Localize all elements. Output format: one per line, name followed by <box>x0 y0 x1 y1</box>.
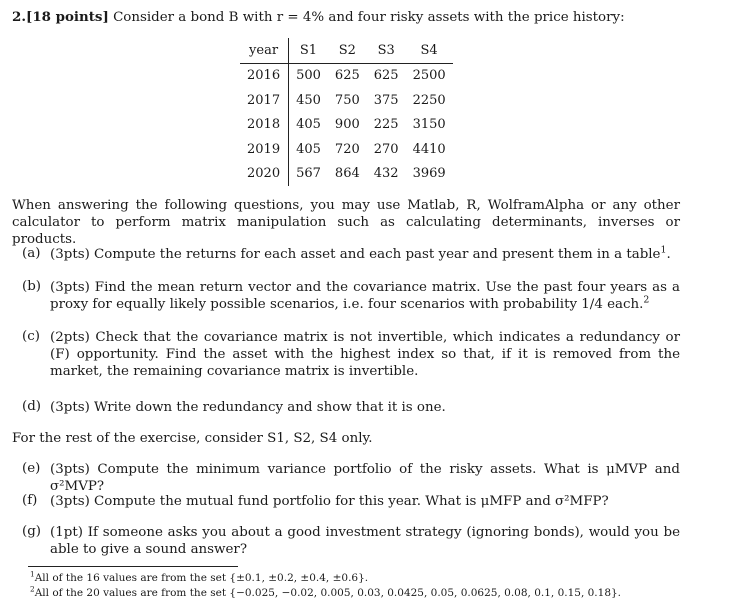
table-row <box>240 63 453 88</box>
table-cell: 567 <box>296 166 321 182</box>
table-header-cell: S1 <box>289 38 328 63</box>
table-cell: 450 <box>296 92 321 108</box>
part-text <box>50 279 680 313</box>
table-cell: 625 <box>373 68 399 84</box>
table-cell: 2019 <box>240 137 289 162</box>
part-text: (3pts) Compute the mutual fund portfolio for this year. What is μMFP and σ²MFP? <box>50 494 609 509</box>
table-cell: 2020 <box>240 162 289 187</box>
table-header-row <box>240 38 453 63</box>
footnote-ref: 1 <box>660 244 667 256</box>
table-cell: 2018 <box>240 113 289 138</box>
instructions-paragraph: When answering the following questions, you may use Matlab, R, WolframAlpha or any other calculator to perform matrix manipulation such as calculating determinants, inverses or products. <box>12 198 680 247</box>
footnote-mark: 2 <box>30 584 35 594</box>
part-b-text: (3pts) Find the mean return vector and the covariance matrix. Use the past four years as a proxy for equally likely possible scenarios, i.e. four scenarios with probability 1/4 each. <box>50 280 680 312</box>
part-label: (b) <box>22 279 42 294</box>
table-cell: 405 <box>296 141 321 157</box>
footnote-divider <box>28 566 238 567</box>
table-header-cell: S2 <box>328 38 367 63</box>
table-row <box>240 137 453 162</box>
table-header-cell: S3 <box>367 38 406 63</box>
table-cell: 405 <box>296 117 321 133</box>
problem-number: 2. <box>12 9 26 25</box>
footnote-mark: 1 <box>30 569 35 579</box>
table-header-cell: S4 <box>406 38 453 63</box>
table-cell: 2500 <box>412 68 446 84</box>
part-a-text: (3pts) Compute the returns for each asset and each past year and present them in a table <box>50 247 661 262</box>
part-text: (2pts) Check that the covariance matrix is not invertible, which indicates a redundancy or (F) opportunity. Find the asset with the highest index so that, if it is removed from the market, the remaining covariance matrix is invertible. <box>50 330 680 379</box>
part-text <box>50 246 680 263</box>
part-label: (d) <box>22 399 42 414</box>
table-row <box>240 88 453 113</box>
table-cell: 432 <box>373 166 399 182</box>
table-cell: 375 <box>373 92 399 108</box>
part-label: (e) <box>22 461 41 476</box>
table-row <box>240 162 453 187</box>
table-cell: 750 <box>334 92 360 108</box>
table-cell: 2017 <box>240 88 289 113</box>
table-cell: 2016 <box>240 63 289 88</box>
table-cell: 625 <box>334 68 360 84</box>
rest-note: For the rest of the exercise, consider S1, S2, S4 only. <box>12 431 373 446</box>
problem-heading <box>12 9 625 26</box>
part-text: (3pts) Write down the redundancy and show that it is one. <box>50 400 446 415</box>
table-cell: 4410 <box>412 141 446 157</box>
problem-points: [18 points] <box>25 9 109 25</box>
table-cell: 2250 <box>412 92 446 108</box>
table-cell: 270 <box>373 141 399 157</box>
footnote-text: All of the 16 values are from the set {±0.1, ±0.2, ±0.4, ±0.6}. <box>34 572 369 584</box>
footnote-text: All of the 20 values are from the set {−0.025, −0.02, 0.005, 0.03, 0.0425, 0.05, 0.0625, 0.08, 0.1, 0.15, 0.18}. <box>34 587 622 599</box>
part-label: (f) <box>22 493 38 508</box>
table-cell: 3969 <box>412 166 446 182</box>
part-label: (g) <box>22 524 42 539</box>
footnote-2 <box>30 584 622 600</box>
part-text: (3pts) Compute the minimum variance portfolio of the risky assets. What is μMVP and σ²MVP? <box>50 462 680 494</box>
price-history-table <box>240 38 453 186</box>
footnote-ref: 2 <box>643 294 650 306</box>
problem-intro: Consider a bond B with r = 4% and four risky assets with the price history: <box>113 10 625 25</box>
footnote-1 <box>30 569 369 585</box>
part-label: (a) <box>22 246 41 261</box>
table-cell: 500 <box>296 68 321 84</box>
table-cell: 864 <box>334 166 360 182</box>
table-cell: 225 <box>373 117 399 133</box>
table-cell: 900 <box>334 117 360 133</box>
part-text: (1pt) If someone asks you about a good investment strategy (ignoring bonds), would you be able to give a sound answer? <box>50 525 680 557</box>
table-cell: 3150 <box>412 117 446 133</box>
table-cell: 720 <box>334 141 360 157</box>
part-label: (c) <box>22 329 40 344</box>
table-row <box>240 113 453 138</box>
part-a-tail: . <box>666 247 671 262</box>
table-header-cell: year <box>240 38 289 63</box>
